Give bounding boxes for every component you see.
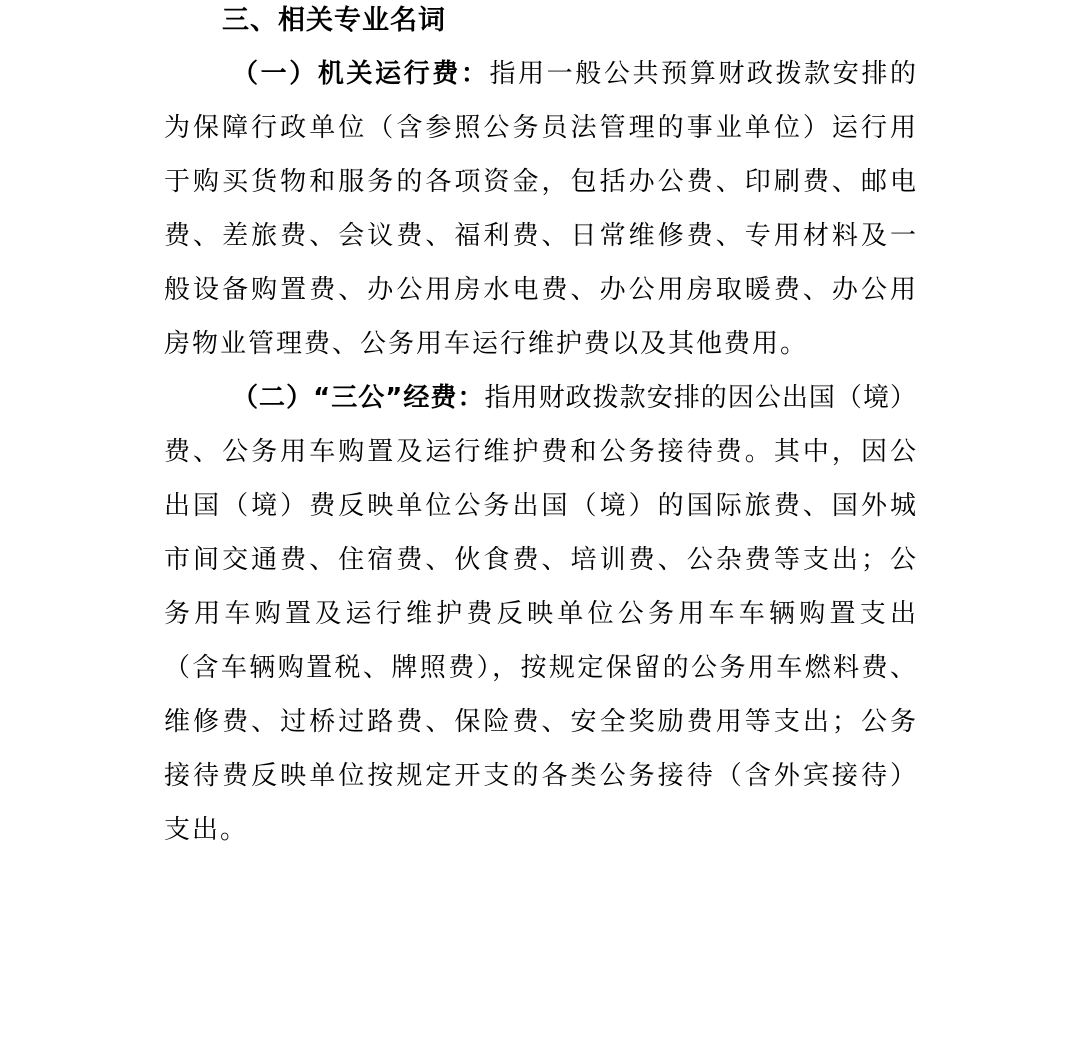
paragraph-2-line-3: 出国（境）费反映单位公务出国（境）的国际旅费、国外城 [164,491,916,521]
paragraph-1-term: （一）机关运行费： [232,59,490,89]
paragraph-1-line-5: 般设备购置费、办公用房水电费、办公用房取暖费、办公用 [164,275,916,305]
paragraph-1-line-3: 于购买货物和服务的各项资金，包括办公费、印刷费、邮电 [164,167,916,197]
paragraph-2-line-1 [232,371,916,425]
paragraph-1-line-2: 为保障行政单位（含参照公务员法管理的事业单位）运行用 [164,113,916,143]
paragraph-2-line-9: 支出。 [164,815,249,845]
paragraph-2-line-1-text: 指用财政拨款安排的因公出国（境） [484,383,916,413]
paragraph-2-line-7: 维修费、过桥过路费、保险费、安全奖励费用等支出；公务 [164,707,916,737]
paragraph-2-line-2: 费、公务用车购置及运行维护费和公务接待费。其中，因公 [164,437,916,467]
paragraph-1-line-1-text: 指用一般公共预算财政拨款安排的 [489,59,916,89]
paragraph-2-term: （二）“三公”经费： [232,383,485,413]
paragraph-2-line-4: 市间交通费、住宿费、伙食费、培训费、公杂费等支出；公 [164,545,916,575]
paragraph-1-line-4: 费、差旅费、会议费、福利费、日常维修费、专用材料及一 [164,221,916,251]
paragraph-2-line-8: 接待费反映单位按规定开支的各类公务接待（含外宾接待） [164,761,916,791]
section-heading: 三、相关专业名词 [222,5,446,36]
paragraph-1-line-6: 房物业管理费、公务用车运行维护费以及其他费用。 [164,329,809,359]
paragraph-2-line-5: 务用车购置及运行维护费反映单位公务用车车辆购置支出 [164,599,916,629]
paragraph-1-line-1 [232,47,916,101]
paragraph-2-line-6: （含车辆购置税、牌照费），按规定保留的公务用车燃料费、 [164,653,916,683]
